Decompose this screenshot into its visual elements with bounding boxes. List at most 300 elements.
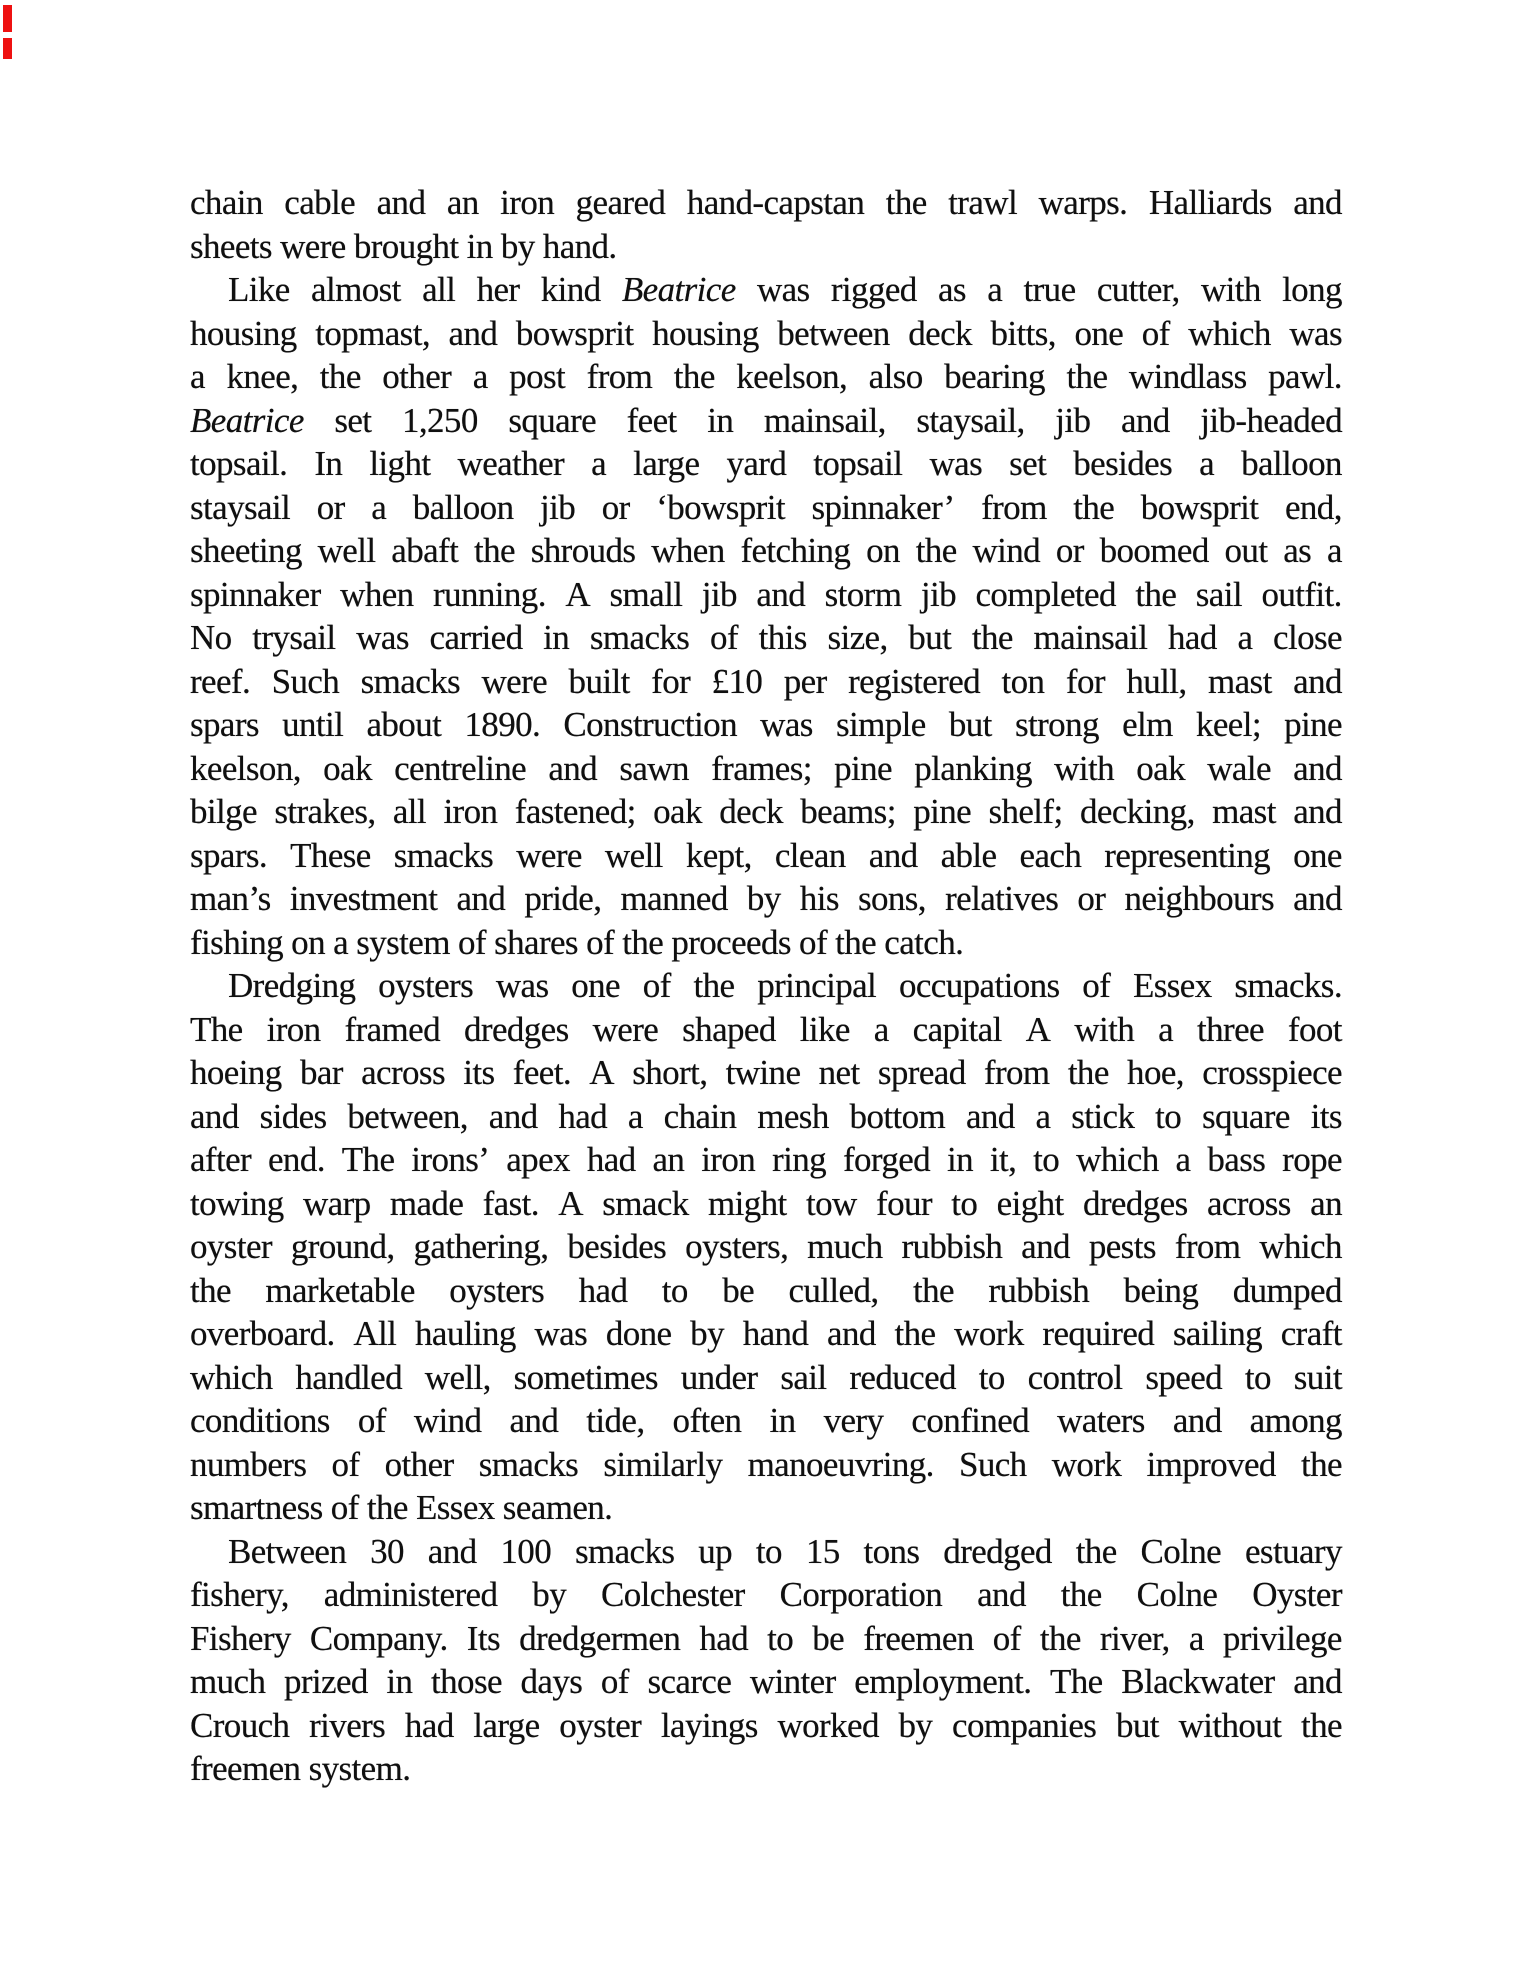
word: when [340,574,414,614]
word: stick [1071,1096,1135,1136]
word: oysters [449,1270,545,1310]
word: the [971,618,1013,657]
text-block [190,181,1342,1791]
word: Crouch [190,1705,290,1745]
word: large [633,444,700,483]
word: registered [848,661,981,701]
text-line [190,1008,1342,1052]
word: an [652,1140,685,1179]
word: cutter, [1096,270,1180,309]
word: much [190,1662,266,1701]
word: net [818,1053,860,1092]
word: of [331,1444,360,1484]
word: and [756,574,806,614]
word: Such [958,1444,1027,1484]
word: other [382,357,452,396]
word: occupations [898,966,1060,1005]
word: was [356,618,409,657]
text-segment: fishing on a system of shares of the proceeds of the catch. [190,922,964,962]
word: oysters, [685,1227,789,1266]
word: hull, [1126,661,1187,701]
word: These [290,835,371,875]
word: bearing [944,357,1045,396]
word: winter [749,1662,836,1701]
word: Fishery [190,1618,291,1658]
text-segment: smartness of the Essex seamen. [190,1488,613,1527]
word: when [651,531,725,570]
word: well, [424,1357,491,1397]
word: which [1076,1140,1159,1179]
text-line [190,1399,1342,1443]
word: rubbish [901,1227,1003,1266]
word: rivers [309,1705,386,1745]
word: short, [632,1053,708,1092]
paragraph [190,181,1342,268]
word: The [341,1140,395,1179]
word: Between [228,1531,347,1571]
word: geared [575,183,666,222]
word: the [894,1314,936,1353]
word: manned [620,879,728,918]
word: Corporation [779,1575,943,1614]
word: had [699,1618,749,1658]
word: dredged [943,1531,1052,1571]
word: but [908,618,952,657]
word: Essex [1132,966,1212,1005]
word: strakes, [274,792,376,831]
word: tow [806,1183,857,1223]
word: end, [1284,487,1342,527]
paragraph [190,964,1342,1530]
word: beams; [800,792,896,831]
word: a [1237,618,1253,657]
word: the [673,357,715,396]
word: of [642,966,671,1005]
word: Construction [563,705,737,744]
word: almost [311,270,401,309]
text-line [190,1138,1342,1182]
word: and [977,1575,1026,1614]
word: reduced [849,1357,956,1397]
text-line [190,1312,1342,1356]
word: framed [344,1009,441,1049]
word: to [1155,1096,1182,1136]
text-line [190,790,1342,834]
word: simple [835,705,926,744]
word: iron [500,183,555,222]
word: but [948,705,992,744]
word: hauling [414,1314,516,1353]
word: oysters [378,966,474,1005]
word: small [609,574,683,614]
word: smacks [393,835,494,875]
text-line [190,1095,1342,1139]
word: those [431,1662,502,1701]
word: the [1073,487,1115,527]
word: hand [742,1314,809,1353]
text-line [190,573,1342,617]
word: keel; [1195,705,1261,744]
word: keelson, [190,748,301,788]
word: required [1042,1314,1155,1353]
word: under [680,1357,758,1397]
word: speed [1145,1357,1223,1397]
word: centreline [394,748,527,788]
word: the [1067,1053,1109,1092]
word: and [509,1401,559,1440]
word: mesh [757,1096,829,1136]
word: between, [347,1096,468,1136]
word: pine [834,748,892,788]
word: iron [701,1140,756,1179]
word: frames; [711,748,812,788]
word: and [1293,183,1342,222]
word: apex [506,1140,570,1179]
word: out [1224,531,1268,570]
word: relatives [945,879,1059,918]
word: principal [757,966,877,1005]
word: one [571,966,620,1005]
word: dredges [1082,1183,1188,1223]
word: and [1293,1662,1342,1701]
word: ground, [290,1227,395,1266]
word: freemen [863,1618,974,1658]
word: smacks [589,618,690,657]
text-line [190,1269,1342,1313]
word: dredgermen [519,1618,681,1658]
word: warps. [1038,183,1128,222]
word: Oyster [1252,1575,1342,1614]
word: done [605,1314,672,1353]
word: and [1021,1227,1070,1266]
word: similarly [603,1444,723,1484]
word: overboard. [190,1314,335,1353]
text-line [190,1704,1342,1748]
word: in [386,1662,413,1701]
word: on [866,531,900,570]
word: A [589,1053,614,1092]
text-line [190,312,1342,356]
word: culled, [788,1270,879,1310]
word: pawl. [1268,357,1342,396]
word: reef. [190,661,251,701]
word: among [1249,1401,1342,1440]
word: yard [726,444,787,483]
word: £10 [711,661,763,701]
word: numbers [190,1444,307,1484]
word: close [1273,618,1342,657]
word: was [756,270,810,309]
word: the [319,357,361,396]
word: improved [1146,1444,1276,1484]
word: investment [289,879,438,918]
word: this [758,618,807,657]
word: days [520,1662,583,1701]
word: the [1135,574,1177,614]
word: fetching [740,531,851,570]
word: from [586,357,653,396]
word: the [885,183,927,222]
word: oak [1136,748,1185,788]
word: after [190,1140,252,1179]
word: were [516,835,582,875]
word: be [812,1618,845,1658]
word: for [1065,661,1105,701]
word: were [592,1009,659,1049]
word: sons, [857,879,926,918]
word: and [376,183,426,222]
word: from [1174,1227,1241,1266]
word: and [488,1096,538,1136]
word: in [946,1140,973,1179]
word: work [1051,1444,1122,1484]
text-line [190,1747,1342,1791]
text-line [190,1486,1342,1530]
word: hoeing [190,1053,282,1092]
word: from [983,1053,1050,1092]
text-line [190,703,1342,747]
word: bilge [190,792,257,831]
word: which [1259,1227,1342,1266]
word: were [481,661,548,701]
word: sail [1195,574,1242,614]
word: decking, [1079,792,1195,831]
word: staysail, [916,400,1025,440]
word: elm [1122,705,1173,744]
word: jib [540,487,576,527]
word: outfit. [1261,574,1342,614]
word: wale [1207,748,1271,788]
word: and [548,748,598,788]
word: had [404,1705,454,1745]
word: dumped [1232,1270,1342,1310]
word: bitts, [990,313,1056,353]
word: spars. [190,835,268,875]
word: dredges [463,1009,569,1049]
paragraph [190,1530,1342,1791]
word: jib [920,574,956,614]
word: gathering, [413,1227,549,1266]
word: handled [295,1357,402,1397]
word: oyster [190,1227,272,1266]
word: the [915,531,957,570]
text-segment: sheets were brought in by hand. [190,226,617,266]
word: a [1035,1096,1051,1136]
word: confined [911,1401,1030,1440]
word: be [722,1270,755,1310]
word: from [981,487,1047,527]
word: river, [1099,1618,1170,1658]
word: besides [567,1227,667,1266]
word: pine [913,792,972,831]
word: with [1200,270,1261,309]
word: fast. [482,1183,539,1223]
word: across [361,1053,445,1092]
word: privilege [1222,1618,1342,1658]
word: warp [302,1183,371,1223]
word: smacks. [1234,966,1342,1005]
word: rope [1282,1140,1342,1179]
word: like [799,1009,850,1049]
word: A [558,1183,583,1223]
word: her [476,270,520,309]
word: and [1120,400,1170,440]
word: feet [626,400,677,440]
word: No [190,618,232,657]
word: its [463,1053,495,1092]
word: bass [1207,1140,1266,1179]
word: capital [912,1009,1002,1049]
word: Dredging [228,966,356,1005]
word: and [456,879,506,918]
word: craft [1280,1314,1342,1353]
word: knee, [226,357,299,396]
text-line [190,399,1342,443]
word: planking [914,748,1032,788]
word: the [190,1270,231,1310]
word: in [707,400,734,440]
word: a [591,444,607,483]
word: Colne [1140,1531,1222,1571]
word: in [543,618,570,657]
word: set [1009,444,1047,483]
word: by [898,1705,933,1745]
word: representing [1104,835,1271,875]
word: Beatrice [621,270,736,309]
word: to [978,1357,1005,1397]
word: to [661,1270,688,1310]
text-line [190,1573,1342,1617]
word: towing [190,1183,284,1223]
word: end. [268,1140,325,1179]
word: control [1027,1357,1123,1397]
word: balloon [1241,444,1342,483]
word: or [316,487,345,527]
word: 15 [805,1531,840,1571]
word: topsail [813,444,903,483]
word: and [1293,792,1342,831]
word: much [807,1227,883,1266]
word: smack [602,1183,689,1223]
word: topsail. [190,444,288,483]
word: the [693,966,735,1005]
text-line [190,877,1342,921]
word: carried [429,618,523,657]
word: able [940,835,997,875]
word: jib-headed [1200,400,1342,440]
word: a [371,487,387,527]
word: post [509,357,566,396]
word: man’s [190,879,271,918]
word: to [1244,1357,1271,1397]
word: spinnaker [190,574,321,614]
word: staysail [190,487,291,527]
text-line [190,747,1342,791]
word: completed [975,574,1116,614]
word: prized [283,1662,368,1701]
word: to [951,1183,978,1223]
word: eight [996,1183,1064,1223]
word: bowsprit [1140,487,1259,527]
word: to [1033,1140,1060,1179]
text-line [190,1182,1342,1226]
word: kind [540,270,601,309]
text-line [190,442,1342,486]
text-line [190,616,1342,660]
word: per [783,661,827,701]
word: a [1199,444,1215,483]
word: abaft [391,531,459,570]
word: true [1023,270,1076,309]
word: in [769,1401,796,1440]
word: All [353,1314,397,1353]
word: wind [413,1401,482,1440]
word: three [1196,1009,1264,1049]
word: crosspiece [1202,1053,1342,1092]
word: up [698,1531,733,1571]
word: square [508,400,597,440]
word: and [448,313,498,353]
word: keelson, [736,357,848,396]
word: well [604,835,663,875]
word: topmast, [315,313,430,353]
word: an [1310,1183,1342,1223]
word: ‘bowsprit [656,487,785,527]
text-line [190,921,1342,965]
word: and [1293,661,1342,701]
word: Colchester [601,1575,745,1614]
word: rigged [830,270,917,309]
word: set [334,400,372,440]
word: size, [827,618,888,657]
word: oyster [559,1705,642,1745]
word: the [912,1270,954,1310]
word: scarce [647,1662,732,1701]
word: strong [1014,705,1099,744]
word: with [1074,1009,1135,1049]
word: of [709,618,738,657]
word: of [357,1401,386,1440]
word: as [1283,531,1312,570]
text-line [190,355,1342,399]
word: Company. [309,1618,448,1658]
word: sides [259,1096,327,1136]
scan-artifact-red-mark-bottom [3,38,12,59]
word: it, [989,1140,1017,1179]
word: across [1206,1183,1291,1223]
word: spars [190,705,259,744]
word: by [746,879,781,918]
word: Halliards [1148,183,1272,222]
word: of [1141,313,1170,353]
word: layings [660,1705,758,1745]
word: by [690,1314,724,1353]
word: oak [653,792,702,831]
text-line [190,1356,1342,1400]
word: and [427,1531,477,1571]
word: hand-capstan [686,183,865,222]
word: boomed [1099,531,1209,570]
word: made [389,1183,464,1223]
word: A [1025,1009,1051,1049]
word: marketable [265,1270,415,1310]
word: windlass [1128,357,1247,396]
word: a [190,357,205,396]
word: which [1188,313,1271,353]
text-line [190,834,1342,878]
word: chain [190,183,263,222]
word: all [392,792,427,831]
